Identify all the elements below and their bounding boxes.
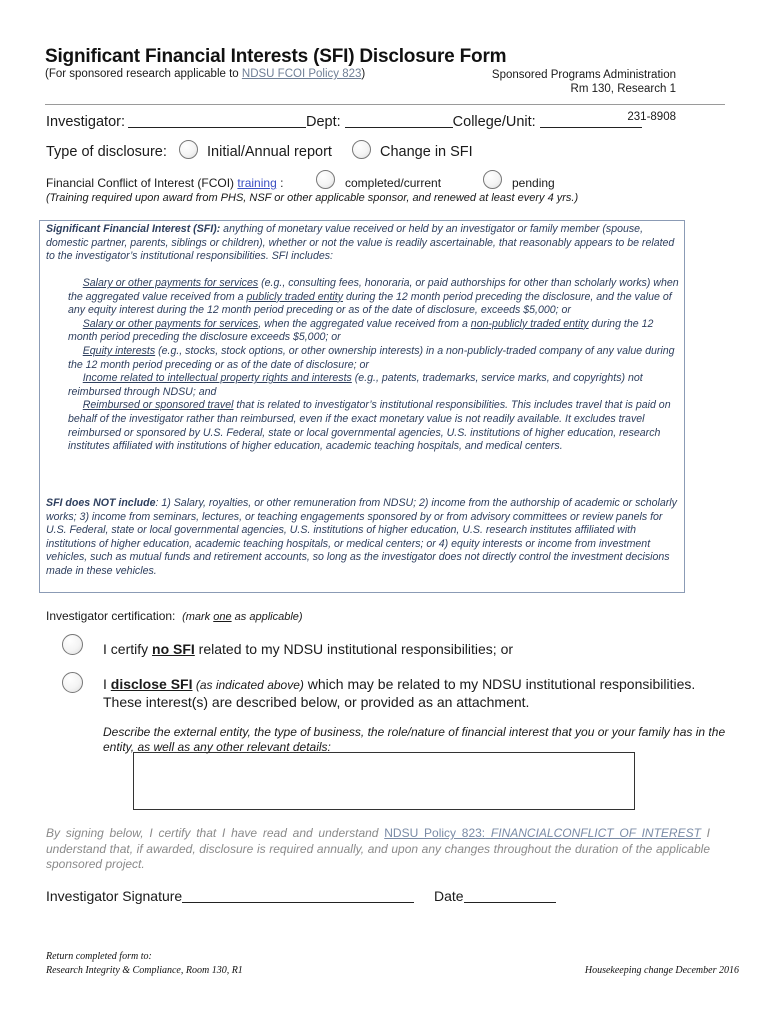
item-text: during the 12 month period preceding the disclosure, and the value of any equity interest during the 12 month period preceding or as of the date of disclosure, exceeds $5,000; or [68, 290, 672, 317]
return-line2: Research Integrity & Compliance, Room 130, R1 [46, 965, 243, 976]
certification-label-row [46, 609, 303, 623]
policy-823-link[interactable]: NDSU Policy 823: [384, 826, 486, 840]
sfi-includes-list [68, 277, 680, 454]
opt2-post: which may be related to my NDSU institutional responsibilities. [303, 676, 696, 692]
certification-label: Investigator certification: [46, 609, 176, 623]
form-title: Significant Financial Interests (SFI) Disclosure Form [45, 46, 507, 67]
housekeeping-note: Housekeeping change December 2016 [584, 965, 739, 976]
item-text: (e.g., consulting fees, honoraria, or paid authorships for other than scholarly works) when the aggregated value received from a [68, 277, 679, 303]
disclose-sfi-radio[interactable] [62, 672, 83, 693]
office-phone: 231-8908 [627, 111, 676, 123]
investigator-field[interactable] [128, 112, 306, 128]
signature-label: Investigator Signature [46, 888, 183, 904]
training-pending-radio[interactable] [483, 170, 502, 189]
sfi-definition-term: Significant Financial Interest (SFI): [46, 223, 221, 235]
sfi-details-field[interactable] [133, 752, 635, 810]
training-colon: : [276, 176, 284, 190]
list-item [68, 318, 680, 345]
return-line1: Return completed form to: [46, 951, 152, 962]
training-link[interactable]: training [237, 176, 277, 190]
return-instructions [46, 950, 243, 978]
opt2-bold: disclose SFI [110, 676, 193, 692]
investigator-label: Investigator: [46, 114, 125, 130]
opt1-bold: no SFI [152, 641, 195, 657]
opt2-ital: (as indicated above) [192, 678, 304, 692]
describe-instructions: Describe the external entity, the type of business, the role/nature of financial interest that you or your family has in the entity, as well as any other relevant details: [103, 725, 726, 754]
header-divider [45, 104, 725, 105]
list-item [68, 345, 680, 372]
item-term: Salary or other payments for services [82, 317, 259, 330]
opt2-pre: I [103, 676, 111, 692]
sign-post: I understand that, if awarded, disclosure is required annually, and upon any changes throughout the duration of the applicable sponsored project. [46, 826, 711, 871]
item-term: publicly traded entity [246, 290, 344, 303]
certification-note [182, 611, 302, 623]
item-term: Equity interests [82, 344, 156, 357]
sfi-definition [46, 223, 676, 264]
item-text: (e.g., stocks, stock options, or other ownership interests) in a non-publicly-traded company of any value during the 12 month period preceding or as of the date of disclosure; or [68, 344, 675, 371]
initial-annual-label: Initial/Annual report [207, 144, 332, 160]
subtitle-prefix: (For sponsored research applicable to [45, 68, 242, 80]
disclose-sfi-line2: These interest(s) are described below, or provided as an attachment. [103, 694, 530, 710]
sfi-not-term: SFI does NOT include [46, 497, 156, 509]
training-label: Financial Conflict of Interest (FCOI) [46, 176, 238, 190]
opt1-pre: I certify [103, 641, 153, 657]
college-field[interactable] [540, 112, 642, 128]
signature-row [46, 887, 414, 904]
policy-823-name: FINANCIALCONFLICT OF INTEREST [485, 826, 701, 840]
office-name: Sponsored Programs Administration [491, 69, 676, 81]
date-label: Date [434, 888, 464, 904]
item-term: Salary or other payments for services [82, 277, 259, 289]
signature-field[interactable] [182, 887, 414, 903]
item-term: Income related to intellectual property rights and interests [82, 372, 352, 385]
fcoi-policy-link[interactable]: NDSU FCOI Policy 823 [241, 68, 362, 80]
training-row [46, 176, 283, 190]
sfi-exclusions [46, 497, 678, 579]
training-note: (Training required upon award from PHS, NSF or other applicable sponsor, and renewed at least every 4 yrs.) [46, 192, 579, 204]
date-field[interactable] [464, 887, 556, 903]
form-subtitle [45, 68, 365, 80]
change-in-sfi-radio[interactable] [352, 140, 371, 159]
item-text: (e.g., patents, trademarks, service marks, and copyrights) not reimbursed through NDSU; and [68, 372, 643, 398]
no-sfi-radio[interactable] [62, 634, 83, 655]
list-item [68, 277, 680, 318]
note-pre: (mark [182, 611, 214, 623]
training-pending-label: pending [512, 176, 555, 190]
item-term: Reimbursed or sponsored travel [82, 399, 234, 412]
sign-pre: By signing below, I certify that I have read and understand [46, 826, 385, 840]
subtitle-suffix: ) [361, 68, 366, 80]
dept-field[interactable] [345, 112, 453, 128]
no-sfi-option [103, 641, 513, 658]
disclose-sfi-option [103, 676, 695, 694]
college-label: College/Unit: [452, 114, 536, 130]
signing-statement [46, 826, 710, 873]
sfi-definition-text: anything of monetary value received or held by an investigator or family member (spouse, domestic partner, parents, siblings or children), whether or not the value is readily ascertainable, that reasonably appears to be related to the investigator’s institutional responsibilities. SFI includes: [46, 223, 675, 263]
investigator-row [46, 112, 642, 130]
training-completed-radio[interactable] [316, 170, 335, 189]
item-text: that is related to investigator’s institutional responsibilities. This includes travel that is paid on behalf of the investigator rather than reimbursed, even if the exact monetary value is not readily available. It excludes travel reimbursed or sponsored by U.S. Federal, state or local governmental agencies, U.S. institutions of higher education, research institutes affiliated with institutions of higher education, academic teaching hospitals, and medical centers. [68, 399, 671, 453]
change-in-sfi-label: Change in SFI [380, 144, 473, 160]
disclosure-type-label: Type of disclosure: [46, 144, 167, 160]
item-text: , when the aggregated value received from a [258, 317, 471, 330]
training-completed-label: completed/current [345, 176, 442, 190]
list-item [68, 372, 680, 399]
dept-label: Dept: [306, 114, 341, 130]
office-room: Rm 130, Research 1 [570, 83, 676, 95]
initial-annual-radio[interactable] [179, 140, 198, 159]
opt1-post: related to my NDSU institutional responsibilities; or [194, 641, 514, 657]
item-text: during the 12 month period preceding the disclosure exceeds $5,000; or [68, 317, 654, 344]
sfi-not-text: : 1) Salary, royalties, or other remuneration from NDSU; 2) income from the authorship of academic or scholarly works; 3) income from seminars, lectures, or teaching engagements sponsored by or from advisory committees or review panels for U.S. Federal, state or local governmental agencies, U.S. institutions of higher education, U.S. research institutes affiliated with institutions of higher education, academic teaching hospitals, or medical centers; or 4) equity interests or income from investment vehicles, such as mutual funds and retirement accounts, so long as the investigator does not directly control the investment decisions made in these vehicles. [46, 497, 677, 577]
note-one: one [213, 611, 232, 623]
list-item [68, 399, 680, 453]
item-term: non-publicly traded entity [470, 317, 589, 330]
date-row [434, 887, 556, 904]
note-post: as applicable) [231, 611, 303, 623]
